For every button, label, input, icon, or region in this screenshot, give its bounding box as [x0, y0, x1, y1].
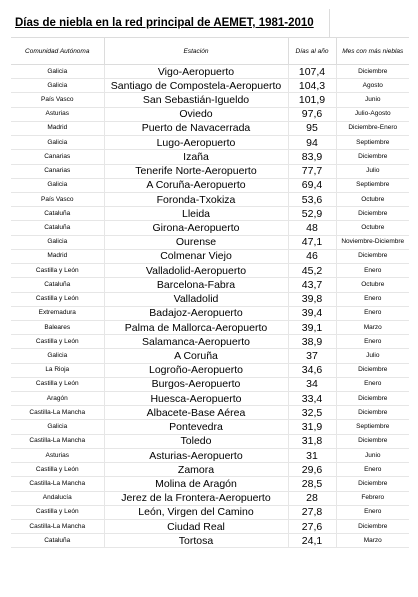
cell-comunidad: Aragón [11, 392, 104, 406]
cell-mes: Diciembre-Enero [336, 121, 409, 135]
cell-mes: Diciembre [336, 434, 409, 448]
cell-dias: 48 [288, 221, 336, 235]
cell-mes: Octubre [336, 192, 409, 206]
table-row [11, 192, 409, 206]
cell-dias: 107,4 [288, 65, 336, 79]
table-row [11, 121, 409, 135]
header-comunidad: Comunidad Autónoma [11, 38, 104, 65]
cell-mes: Noviembre-Diciembre [336, 235, 409, 249]
cell-dias: 95 [288, 121, 336, 135]
cell-estacion: Lugo-Aeropuerto [104, 136, 288, 150]
cell-estacion: Lleida [104, 207, 288, 221]
cell-comunidad: Asturias [11, 448, 104, 462]
cell-estacion: Asturias-Aeropuerto [104, 448, 288, 462]
table-row [11, 434, 409, 448]
table-row [11, 221, 409, 235]
cell-comunidad: Galicia [11, 65, 104, 79]
cell-estacion: Colmenar Viejo [104, 249, 288, 263]
cell-estacion: Huesca-Aeropuerto [104, 392, 288, 406]
table-row [11, 178, 409, 192]
header-estacion: Estación [104, 38, 288, 65]
table-row [11, 363, 409, 377]
cell-dias: 52,9 [288, 207, 336, 221]
table-row [11, 235, 409, 249]
cell-mes: Julio-Agosto [336, 107, 409, 121]
cell-mes: Marzo [336, 320, 409, 334]
table-row [11, 534, 409, 548]
cell-estacion: A Coruña-Aeropuerto [104, 178, 288, 192]
cell-mes: Diciembre [336, 150, 409, 164]
cell-mes: Octubre [336, 278, 409, 292]
cell-estacion: San Sebastián-Igueldo [104, 93, 288, 107]
cell-dias: 34,6 [288, 363, 336, 377]
cell-dias: 33,4 [288, 392, 336, 406]
table-row [11, 448, 409, 462]
table-row [11, 79, 409, 93]
cell-mes: Diciembre [336, 363, 409, 377]
cell-mes: Diciembre [336, 207, 409, 221]
table-row [11, 150, 409, 164]
cell-mes: Enero [336, 292, 409, 306]
cell-estacion: Albacete-Base Aérea [104, 406, 288, 420]
table-row [11, 477, 409, 491]
cell-dias: 45,2 [288, 264, 336, 278]
cell-estacion: A Coruña [104, 349, 288, 363]
title-row [11, 9, 409, 38]
cell-mes: Enero [336, 377, 409, 391]
cell-comunidad: País Vasco [11, 192, 104, 206]
cell-dias: 24,1 [288, 534, 336, 548]
cell-estacion: Tortosa [104, 534, 288, 548]
cell-dias: 28,5 [288, 477, 336, 491]
cell-estacion: Santiago de Compostela-Aeropuerto [104, 79, 288, 93]
cell-comunidad: Castilla y León [11, 264, 104, 278]
cell-comunidad: Galicia [11, 178, 104, 192]
cell-dias: 77,7 [288, 164, 336, 178]
cell-mes: Agosto [336, 79, 409, 93]
cell-dias: 27,6 [288, 520, 336, 534]
cell-comunidad: La Rioja [11, 363, 104, 377]
cell-dias: 32,5 [288, 406, 336, 420]
table-row [11, 93, 409, 107]
cell-estacion: Puerto de Navacerrada [104, 121, 288, 135]
cell-dias: 104,3 [288, 79, 336, 93]
table-row [11, 65, 409, 79]
cell-estacion: Foronda-Txokiza [104, 192, 288, 206]
cell-comunidad: Cataluña [11, 534, 104, 548]
cell-comunidad: Castilla-La Mancha [11, 406, 104, 420]
cell-dias: 46 [288, 249, 336, 263]
cell-comunidad: País Vasco [11, 93, 104, 107]
cell-mes: Diciembre [336, 392, 409, 406]
cell-dias: 31,8 [288, 434, 336, 448]
cell-dias: 97,6 [288, 107, 336, 121]
table-title: Días de niebla en la red principal de AEMET, 1981-2010 [15, 17, 314, 29]
cell-mes: Enero [336, 306, 409, 320]
cell-mes: Diciembre [336, 65, 409, 79]
cell-estacion: Oviedo [104, 107, 288, 121]
table-row [11, 107, 409, 121]
table-row [11, 392, 409, 406]
table-row [11, 520, 409, 534]
cell-estacion: Jerez de la Frontera-Aeropuerto [104, 491, 288, 505]
cell-dias: 34 [288, 377, 336, 391]
cell-estacion: Zamora [104, 463, 288, 477]
cell-mes: Septiembre [336, 136, 409, 150]
cell-mes: Enero [336, 463, 409, 477]
cell-mes: Junio [336, 448, 409, 462]
cell-estacion: León, Virgen del Camino [104, 505, 288, 519]
cell-dias: 94 [288, 136, 336, 150]
cell-estacion: Logroño-Aeropuerto [104, 363, 288, 377]
table-row [11, 505, 409, 519]
cell-comunidad: Madrid [11, 249, 104, 263]
cell-estacion: Pontevedra [104, 420, 288, 434]
cell-comunidad: Cataluña [11, 278, 104, 292]
cell-mes: Enero [336, 335, 409, 349]
cell-estacion: Badajoz-Aeropuerto [104, 306, 288, 320]
cell-estacion: Girona-Aeropuerto [104, 221, 288, 235]
cell-dias: 47,1 [288, 235, 336, 249]
table-row [11, 306, 409, 320]
cell-comunidad: Castilla y León [11, 335, 104, 349]
cell-estacion: Palma de Mallorca-Aeropuerto [104, 320, 288, 334]
cell-comunidad: Galicia [11, 420, 104, 434]
cell-dias: 31 [288, 448, 336, 462]
cell-comunidad: Canarias [11, 164, 104, 178]
cell-estacion: Ourense [104, 235, 288, 249]
cell-comunidad: Cataluña [11, 207, 104, 221]
cell-mes: Enero [336, 264, 409, 278]
cell-estacion: Valladolid [104, 292, 288, 306]
table-row [11, 420, 409, 434]
cell-dias: 53,6 [288, 192, 336, 206]
table-row [11, 320, 409, 334]
cell-mes: Diciembre [336, 406, 409, 420]
cell-comunidad: Asturias [11, 107, 104, 121]
cell-comunidad: Madrid [11, 121, 104, 135]
header-mes: Mes con más nieblas [336, 38, 409, 65]
cell-comunidad: Extremadura [11, 306, 104, 320]
cell-mes: Julio [336, 164, 409, 178]
cell-comunidad: Galicia [11, 136, 104, 150]
cell-dias: 37 [288, 349, 336, 363]
table-row [11, 136, 409, 150]
spreadsheet [11, 9, 409, 548]
cell-comunidad: Castilla-La Mancha [11, 477, 104, 491]
cell-mes: Febrero [336, 491, 409, 505]
cell-mes: Diciembre [336, 249, 409, 263]
cell-estacion: Vigo-Aeropuerto [104, 65, 288, 79]
table-row [11, 164, 409, 178]
cell-dias: 39,1 [288, 320, 336, 334]
cell-dias: 83,9 [288, 150, 336, 164]
cell-comunidad: Castilla y León [11, 292, 104, 306]
cell-mes: Diciembre [336, 520, 409, 534]
cell-dias: 38,9 [288, 335, 336, 349]
cell-estacion: Toledo [104, 434, 288, 448]
cell-estacion: Burgos-Aeropuerto [104, 377, 288, 391]
table-row [11, 491, 409, 505]
cell-mes: Enero [336, 505, 409, 519]
cell-comunidad: Canarias [11, 150, 104, 164]
table-row [11, 335, 409, 349]
header-row [11, 38, 409, 65]
header-dias: Días al año [288, 38, 336, 65]
cell-comunidad: Castilla-La Mancha [11, 434, 104, 448]
table-row [11, 264, 409, 278]
cell-comunidad: Galicia [11, 235, 104, 249]
table-row [11, 349, 409, 363]
cell-divider [329, 9, 330, 37]
fog-days-table [11, 38, 409, 548]
cell-estacion: Ciudad Real [104, 520, 288, 534]
cell-dias: 28 [288, 491, 336, 505]
cell-dias: 69,4 [288, 178, 336, 192]
cell-comunidad: Castilla y León [11, 505, 104, 519]
cell-dias: 29,6 [288, 463, 336, 477]
cell-mes: Septiembre [336, 420, 409, 434]
cell-estacion: Barcelona-Fabra [104, 278, 288, 292]
cell-estacion: Izaña [104, 150, 288, 164]
cell-dias: 101,9 [288, 93, 336, 107]
cell-estacion: Salamanca-Aeropuerto [104, 335, 288, 349]
cell-comunidad: Galicia [11, 79, 104, 93]
cell-comunidad: Baleares [11, 320, 104, 334]
cell-estacion: Molina de Aragón [104, 477, 288, 491]
table-row [11, 249, 409, 263]
cell-mes: Octubre [336, 221, 409, 235]
cell-estacion: Valladolid-Aeropuerto [104, 264, 288, 278]
cell-dias: 27,8 [288, 505, 336, 519]
cell-comunidad: Castilla y León [11, 377, 104, 391]
cell-dias: 31,9 [288, 420, 336, 434]
table-row [11, 292, 409, 306]
table-row [11, 377, 409, 391]
cell-dias: 39,4 [288, 306, 336, 320]
table-row [11, 463, 409, 477]
table-row [11, 406, 409, 420]
table-body [11, 65, 409, 548]
cell-mes: Julio [336, 349, 409, 363]
cell-comunidad: Castilla-La Mancha [11, 520, 104, 534]
cell-mes: Diciembre [336, 477, 409, 491]
cell-mes: Junio [336, 93, 409, 107]
cell-comunidad: Castilla y León [11, 463, 104, 477]
table-row [11, 207, 409, 221]
cell-comunidad: Andalucía [11, 491, 104, 505]
cell-dias: 43,7 [288, 278, 336, 292]
cell-estacion: Tenerife Norte-Aeropuerto [104, 164, 288, 178]
table-row [11, 278, 409, 292]
cell-comunidad: Cataluña [11, 221, 104, 235]
cell-mes: Septiembre [336, 178, 409, 192]
cell-dias: 39,8 [288, 292, 336, 306]
cell-comunidad: Galicia [11, 349, 104, 363]
cell-mes: Marzo [336, 534, 409, 548]
